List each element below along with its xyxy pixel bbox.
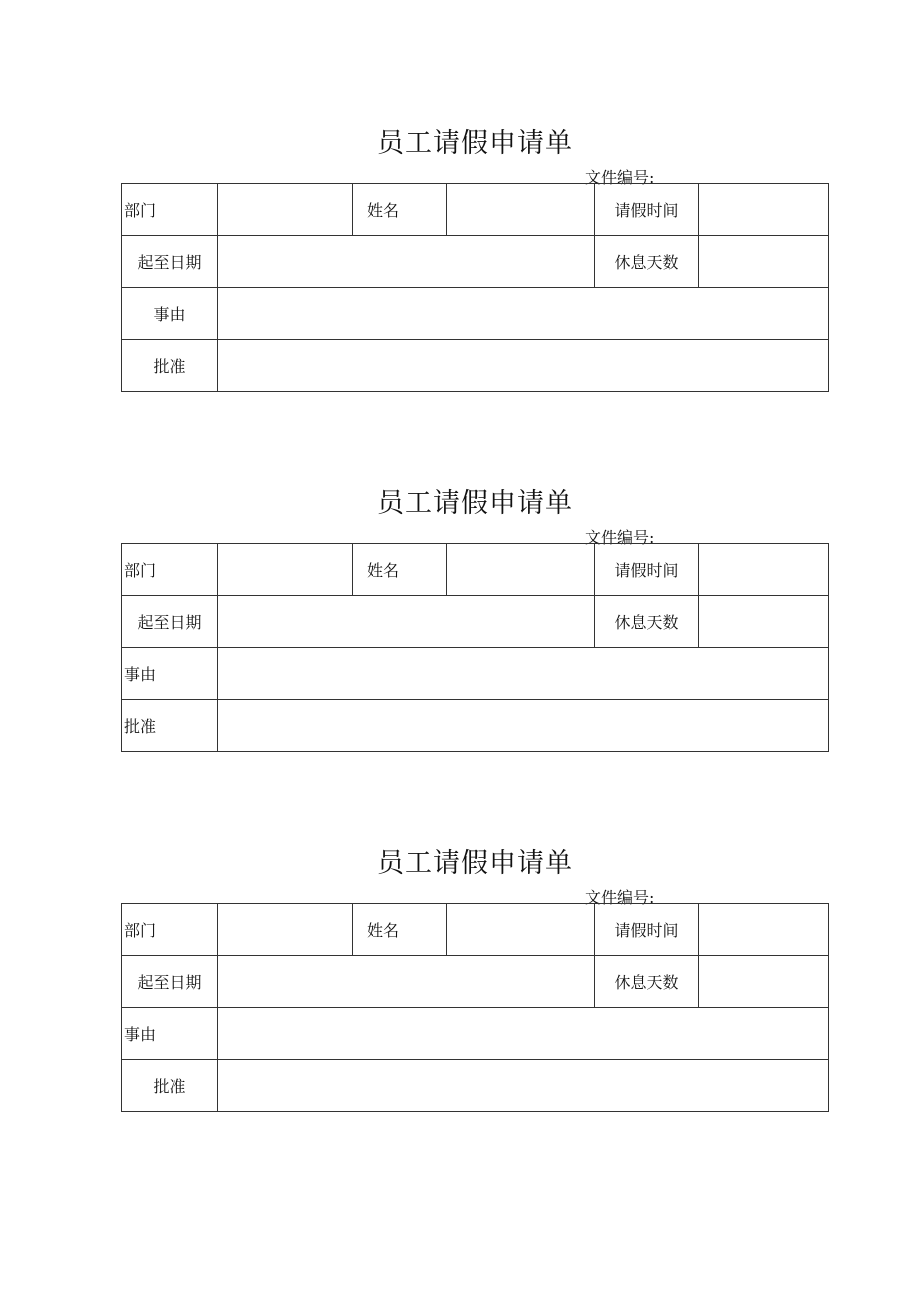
form-title: 员工请假申请单: [377, 848, 573, 879]
rest-days-label: 休息天数: [595, 956, 699, 1008]
reason-input-cell[interactable]: [218, 1008, 829, 1060]
table-row: [122, 904, 829, 956]
dept-input-cell[interactable]: [218, 544, 353, 596]
rest-days-label: 休息天数: [595, 596, 699, 648]
table-row: [122, 956, 829, 1008]
table-row: [122, 236, 829, 288]
table-row: [122, 544, 829, 596]
leave-time-label: 请假时间: [595, 184, 699, 236]
table-row: [122, 288, 829, 340]
reason-input-cell[interactable]: [218, 288, 829, 340]
approval-input-cell[interactable]: [218, 700, 829, 752]
reason-label: 事由: [122, 288, 218, 340]
name-label: 姓名: [353, 184, 447, 236]
name-input-cell[interactable]: [447, 544, 595, 596]
date-range-input-cell[interactable]: [218, 956, 595, 1008]
date-range-input-cell[interactable]: [218, 236, 595, 288]
dept-input-cell[interactable]: [218, 184, 353, 236]
leave-time-input-cell[interactable]: [699, 184, 829, 236]
doc-number-label: 文件编号:: [585, 528, 655, 547]
date-range-label: 起至日期: [122, 596, 218, 648]
doc-number-label: 文件编号:: [585, 888, 655, 907]
reason-input-cell[interactable]: [218, 648, 829, 700]
rest-days-input-cell[interactable]: [699, 596, 829, 648]
rest-days-input-cell[interactable]: [699, 236, 829, 288]
leave-time-input-cell[interactable]: [699, 544, 829, 596]
doc-number-label: 文件编号:: [585, 168, 655, 187]
approval-input-cell[interactable]: [218, 1060, 829, 1112]
leave-form-table: [121, 903, 829, 1112]
approval-input-cell[interactable]: [218, 340, 829, 392]
table-row: [122, 648, 829, 700]
dept-label: 部门: [122, 544, 218, 596]
leave-form-table: [121, 543, 829, 752]
leave-time-input-cell[interactable]: [699, 904, 829, 956]
name-label: 姓名: [353, 904, 447, 956]
rest-days-label: 休息天数: [595, 236, 699, 288]
table-row: [122, 1060, 829, 1112]
table-row: [122, 1008, 829, 1060]
rest-days-input-cell[interactable]: [699, 956, 829, 1008]
form-title: 员工请假申请单: [377, 488, 573, 519]
approval-label: 批准: [122, 700, 218, 752]
reason-label: 事由: [122, 648, 218, 700]
dept-label: 部门: [122, 184, 218, 236]
leave-time-label: 请假时间: [595, 904, 699, 956]
date-range-input-cell[interactable]: [218, 596, 595, 648]
table-row: [122, 700, 829, 752]
name-input-cell[interactable]: [447, 184, 595, 236]
dept-input-cell[interactable]: [218, 904, 353, 956]
date-range-label: 起至日期: [122, 236, 218, 288]
name-input-cell[interactable]: [447, 904, 595, 956]
table-row: [122, 184, 829, 236]
table-row: [122, 340, 829, 392]
reason-label: 事由: [122, 1008, 218, 1060]
date-range-label: 起至日期: [122, 956, 218, 1008]
table-row: [122, 596, 829, 648]
leave-form-table: [121, 183, 829, 392]
leave-time-label: 请假时间: [595, 544, 699, 596]
approval-label: 批准: [122, 340, 218, 392]
form-title: 员工请假申请单: [377, 128, 573, 159]
name-label: 姓名: [353, 544, 447, 596]
dept-label: 部门: [122, 904, 218, 956]
approval-label: 批准: [122, 1060, 218, 1112]
